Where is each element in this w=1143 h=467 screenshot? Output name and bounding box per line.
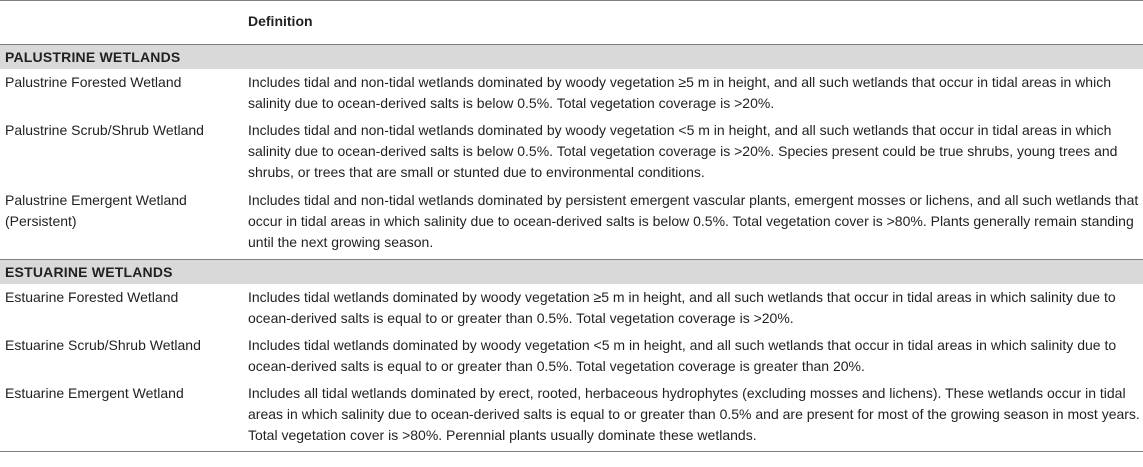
definition-column-header: Definition (248, 13, 313, 29)
table-row (0, 284, 1143, 333)
definition-cell: Includes tidal and non-tidal wetlands dominated by woody vegetation ≥5 m in height, and all such wetlands that occur in tidal areas in which salinity due to ocean-derived salts is below 0.5%. Total vegetation coverage is >20%. (248, 74, 1111, 111)
table-row (0, 381, 1143, 451)
term-cell: Palustrine Scrub/Shrub Wetland (5, 122, 204, 138)
table-row (0, 118, 1143, 188)
definition-cell: Includes tidal and non-tidal wetlands dominated by persistent emergent vascular plants, emergent mosses or lichens, and all such wetlands that occur in tidal areas in which salinity due to ocean-derived salts is below 0.5%. Total vegetation cover is >80%. Plants generally remain standing until the next growing season. (248, 192, 1139, 250)
section-title: PALUSTRINE WETLANDS (5, 49, 181, 65)
term-cell: Estuarine Scrub/Shrub Wetland (5, 337, 201, 353)
definition-cell: Includes tidal wetlands dominated by woody vegetation <5 m in height, and all such wetlands that occur in tidal areas in which salinity due to ocean-derived salts is equal to or greater than 0.5%. Total vegetation coverage is greater than 20%. (248, 337, 1117, 374)
table-row (0, 333, 1143, 381)
term-cell: Palustrine Emergent Wetland (Persistent) (5, 192, 187, 229)
term-cell: Estuarine Emergent Wetland (5, 385, 184, 401)
definition-cell: Includes tidal wetlands dominated by woody vegetation ≥5 m in height, and all such wetlands that occur in tidal areas in which salinity due to ocean-derived salts is equal to or greater than 0.5%. Total vegetation coverage is >20%. (248, 289, 1116, 326)
definition-cell: Includes all tidal wetlands dominated by erect, rooted, herbaceous hydrophytes (excluding mosses and lichens). These wetlands occur in tidal areas in which salinity due to ocean-derived salts is equal to or greater than 0.5% and are present for most of the growing season in most years. Total vegetation cover is >80%. Perennial plants usually dominate these wetlands. (248, 385, 1140, 443)
section-header-estuarine (0, 259, 1143, 284)
table-row (0, 69, 1143, 118)
table-row (0, 188, 1143, 259)
term-cell: Estuarine Forested Wetland (5, 289, 179, 305)
section-header-palustrine (0, 44, 1143, 69)
term-cell: Palustrine Forested Wetland (5, 74, 182, 90)
definition-cell: Includes tidal and non-tidal wetlands dominated by woody vegetation <5 m in height, and all such wetlands that occur in tidal areas in which salinity due to ocean-derived salts is below 0.5%. Total vegetation coverage is >20%. Species present could be true shrubs, young trees and shrubs, or trees that are small or stunted due to environmental conditions. (248, 122, 1118, 180)
section-title: ESTUARINE WETLANDS (5, 264, 173, 280)
table-header-row (0, 1, 1143, 44)
table-bottom-rule (0, 451, 1143, 452)
